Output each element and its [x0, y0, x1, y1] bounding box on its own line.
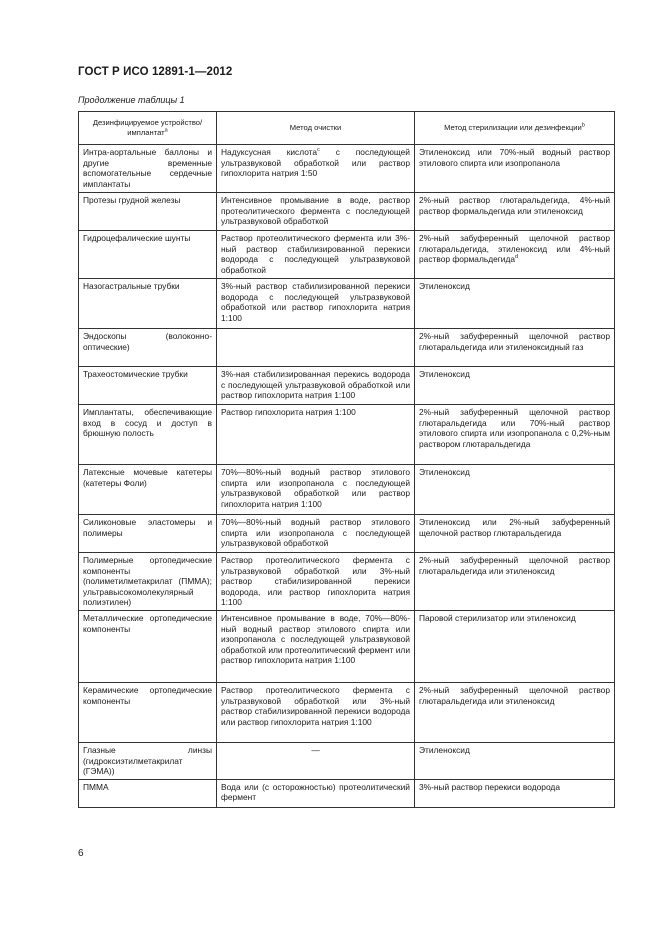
cell-cleaning [217, 193, 415, 231]
cell-cleaning [217, 742, 415, 779]
cell-sterilization [415, 742, 615, 779]
cell-cleaning-text: Раствор протеолитического фермента с ультразвуковой обработкой или 3%-ный раствор стабилизированной перекиси водорода, или раствор гипохлорита натрия 1:100 [221, 555, 410, 608]
cell-cleaning-text: Раствор гипохлорита натрия 1:100 [221, 407, 356, 417]
table-row [79, 465, 615, 515]
cell-sterilization-text: 2%-ный забуференный щелочной раствор глютаральдегида или этиленоксид [419, 684, 610, 706]
cell-cleaning [217, 231, 415, 279]
cell-sterilization-text: 2%-ный забуференный щелочной раствор глютаральдегида или этиленоксидный газ [419, 331, 610, 352]
header-cleaning [217, 112, 415, 145]
table-row [79, 553, 615, 611]
header-device-label: Дезинфицируемое устройство/имплантат [92, 118, 203, 137]
cell-sterilization [415, 465, 615, 515]
cell-sterilization-text: Этиленоксид или 2%-ный забуференный щелочной раствор глютаральдегида [419, 517, 610, 538]
cell-device-text: Силиконовые эластомеры и полимеры [83, 517, 212, 538]
cell-device [79, 279, 217, 329]
cell-sterilization-footnote: d [515, 254, 519, 261]
table-row [79, 279, 615, 329]
cell-device-text: Трахеостомические трубки [83, 369, 188, 379]
cell-cleaning [217, 465, 415, 515]
cell-cleaning [217, 779, 415, 807]
cell-device [79, 553, 217, 611]
cell-device-text: Назогастральные трубки [83, 281, 180, 291]
header-device-footnote: a [164, 127, 168, 134]
cell-device [79, 682, 217, 742]
cell-sterilization [415, 193, 615, 231]
cell-sterilization [415, 367, 615, 405]
cell-cleaning [217, 145, 415, 193]
cell-sterilization-text: Этиленоксид [419, 281, 470, 291]
cell-cleaning-text: Интенсивное промывание в воде, раствор протеолитического фермента с последующей ультразвуковой обработкой [221, 195, 410, 227]
cell-cleaning-text: 3%-ная стабилизированная перекись водорода с последующей ультразвуковой обработкой или раствор гипохлорита натрия 1:100 [221, 369, 410, 401]
table-row [79, 515, 615, 553]
header-device [79, 112, 217, 145]
cell-device [79, 231, 217, 279]
cell-sterilization [415, 610, 615, 682]
cell-device [79, 367, 217, 405]
cell-sterilization [415, 553, 615, 611]
cell-cleaning [217, 367, 415, 405]
cell-device-text: ПММА [83, 781, 109, 792]
cell-cleaning [217, 682, 415, 742]
table-row [79, 231, 615, 279]
cell-sterilization [415, 682, 615, 742]
cell-cleaning-footnote: c [317, 147, 320, 154]
disinfection-table [78, 111, 615, 808]
cell-device-text: Керамические ортопедические компоненты [83, 684, 212, 706]
cell-cleaning-text: Вода или (с осторожностью) протеолитический фермент [221, 781, 410, 803]
cell-cleaning-text-rest: с последующей ультразвуковой обработкой или раствор гипохлорита натрия 1:50 [221, 147, 410, 179]
cell-device [79, 742, 217, 779]
cell-cleaning-text: Интенсивное промывание в воде, 70%—80%-ный водный раствор этилового спирта или изопропанола с последующей ультразвуковой обработкой или протеолитический фермент или раствор гипохлорита натрия 1:100 [221, 612, 410, 666]
table-header-row [79, 112, 615, 145]
header-sterilization [415, 112, 615, 145]
cell-cleaning-text: — [311, 744, 320, 755]
table-row [79, 193, 615, 231]
cell-sterilization-text: 2%-ный раствор глютаральдегида, 4%-ный раствор формальдегида или этиленоксид [419, 195, 610, 216]
table-row [79, 367, 615, 405]
page-number: 6 [78, 848, 84, 859]
document-title: ГОСТ Р ИСО 12891-1—2012 [78, 66, 233, 78]
cell-cleaning [217, 610, 415, 682]
cell-device [79, 779, 217, 807]
cell-device [79, 515, 217, 553]
cell-device-text: Гидроцефалические шунты [83, 233, 191, 243]
cell-cleaning [217, 329, 415, 367]
cell-sterilization-text: 3%-ный раствор перекиси водорода [419, 781, 560, 792]
cell-device-text: Латексные мочевые катетеры (катетеры Фоли) [83, 467, 212, 488]
cell-cleaning-text: 3%-ный раствор стабилизированной перекиси водорода с последующей ультразвуковой обработкой или раствор гипохлорита натрия 1:100 [221, 281, 410, 323]
cell-sterilization-text: 2%-ный забуференный щелочной раствор глютаральдегида, этиленоксид или 4%-ный раствор формальдегида [419, 233, 610, 265]
cell-cleaning [217, 279, 415, 329]
table-body [79, 145, 615, 808]
table-row [79, 742, 615, 779]
cell-cleaning-text: 70%—80%-ный водный раствор этилового спирта или изопропанола с последующей ультразвуковой обработкой или раствор гипохлорита натрия 1:100 [221, 467, 410, 509]
header-sterilization-label: Метод стерилизации или дезинфекции [444, 123, 582, 132]
cell-sterilization [415, 515, 615, 553]
cell-sterilization-text: Этиленоксид [419, 369, 470, 379]
cell-sterilization [415, 405, 615, 465]
cell-sterilization-text: Этиленоксид [419, 467, 470, 477]
cell-sterilization [415, 329, 615, 367]
table-row [79, 610, 615, 682]
cell-sterilization-text: Этиленоксид или 70%-ный водный раствор этилового спирта или изопропанола [419, 147, 610, 168]
cell-cleaning-text: 70%—80%-ный водный раствор этилового спирта или изопропанола с последующей ультразвуковой обработкой [221, 517, 410, 549]
table-caption: Продолжение таблицы 1 [78, 95, 185, 105]
cell-sterilization-text: 2%-ный забуференный щелочной раствор глютаральдегида или 70%-ный раствор этилового спирта или изопропанола с 0,2%-ным раствором глютаральдегида [419, 407, 610, 449]
cell-device [79, 465, 217, 515]
cell-sterilization-text: Этиленоксид [419, 744, 470, 755]
cell-cleaning [217, 515, 415, 553]
table-row [79, 682, 615, 742]
table-row [79, 405, 615, 465]
cell-device-text: Имплантаты, обеспечивающие вход в сосуд и доступ в брюшную полость [83, 407, 212, 439]
table-row [79, 145, 615, 193]
cell-sterilization [415, 231, 615, 279]
header-cleaning-label: Метод очистки [289, 123, 342, 132]
cell-sterilization-text: 2%-ный забуференный щелочной раствор глютаральдегида или этиленоксид [419, 555, 610, 576]
cell-sterilization [415, 779, 615, 807]
cell-device-text: Интра-аортальные баллоны и другие временные вспомогательные сердечные имплантаты [83, 147, 212, 189]
cell-device [79, 405, 217, 465]
cell-device [79, 193, 217, 231]
cell-sterilization-text: Паровой стерилизатор или этиленоксид [419, 612, 576, 623]
cell-device-text: Полимерные ортопедические компоненты (полиметилметакрилат (ПММА); ультравысокомолекулярный полиэтилен) [83, 555, 212, 608]
cell-device-text: Металлические ортопедические компоненты [83, 612, 212, 634]
table-row [79, 779, 615, 807]
cell-cleaning [217, 405, 415, 465]
cell-device-text: Глазные линзы (гидроксиэтилметакрилат (ГЭМА)) [83, 744, 212, 777]
cell-cleaning [217, 553, 415, 611]
header-sterilization-footnote: b [581, 122, 585, 129]
cell-device [79, 610, 217, 682]
table-row [79, 329, 615, 367]
cell-device [79, 329, 217, 367]
cell-cleaning-text: Раствор протеолитического фермента или 3%-ный раствор стабилизированной перекиси водорода с последующей ультразвуковой обработкой [221, 233, 410, 275]
cell-cleaning-text: Раствор протеолитического фермента с ультразвуковой обработкой или 3%-ный раствор стабилизированной перекиси водорода или раствор гипохлорита натрия 1:100 [221, 684, 410, 727]
cell-device-text: Протезы грудной железы [83, 195, 181, 205]
cell-device-text: Эндоскопы (волоконно-оптические) [83, 331, 212, 352]
cell-cleaning-text: Надуксусная кислота [221, 147, 318, 157]
cell-device [79, 145, 217, 193]
cell-sterilization [415, 145, 615, 193]
cell-sterilization [415, 279, 615, 329]
